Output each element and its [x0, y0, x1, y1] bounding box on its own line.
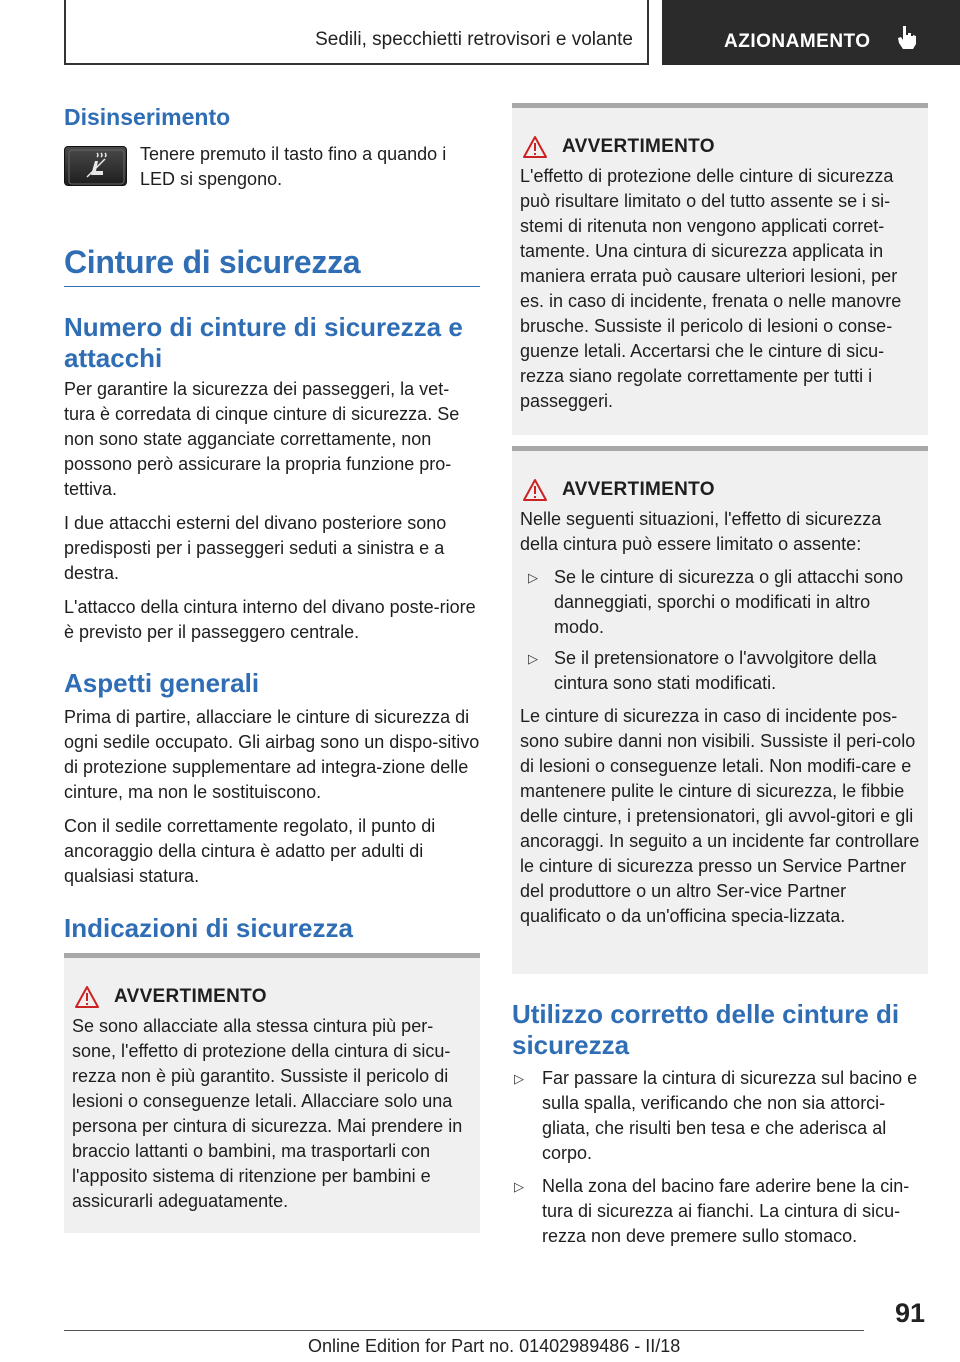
list-item [512, 1174, 928, 1249]
list-item [520, 646, 920, 696]
main-heading: Cinture di sicurezza [64, 244, 361, 280]
warning-intro: Nelle seguenti situazioni, l'effetto di sicurezza della cintura può essere limitato o assente: [520, 509, 882, 554]
list-item [512, 1066, 928, 1166]
section-heading-aspetti: Aspetti generali [64, 668, 260, 698]
warning-triangle-icon [74, 985, 100, 1009]
list-item-text: Nella zona del bacino fare aderire bene la cin-tura di sicurezza ai fianchi. La cintura di sicu-rezza non deve premere sullo stomaco. [542, 1176, 910, 1246]
section-label: AZIONAMENTO [724, 31, 871, 52]
heading-rule [64, 286, 480, 287]
paragraph: Per garantire la sicurezza dei passeggeri, la vet-tura è corredata di cinque cinture di sicurezza. Se non sono state agganciate correttamente, non possono però assicurare la propria funzione pro-tettiva. [64, 379, 460, 499]
footer-rule [64, 1330, 864, 1331]
list-item-text: Far passare la cintura di sicurezza sul bacino e sulla spalla, verificando che non sia attorci-gliata, che risulti ben tesa e che aderisca al corpo. [542, 1068, 918, 1163]
paragraph: Prima di partire, allacciare le cinture di sicurezza di ogni sedile occupato. Gli airbag sono un dispo-sitivo di protezione supplementare ad integra-zione delle cinture, ma non le sostituiscono. [64, 707, 480, 802]
paragraph: L'attacco della cintura interno del divano poste-riore è previsto per il passeggero centrale. [64, 597, 476, 642]
warning-text: L'effetto di protezione delle cinture di sicurezza può risultare limitato o del tutto assente se i si-stemi di ritenuta non vengono applicati corret-tamente. Una cintura di sicurezza applicata in maniera errata può causare ulteriori lesioni, per es. in caso di incidente, frenata o nelle manovre brusche. Sussiste il pericolo di lesioni o conse-guenze letali. Accertarsi che le cinture di sicu-rezza siano regolate correttamente per tutti i passeggeri. [520, 166, 902, 411]
footer-edition: Online Edition for Part no. 01402989486 - II/18 [308, 1336, 681, 1356]
warning-outro: Le cinture di sicurezza in caso di incidente pos-sono subire danni non visibili. Sussiste il peri-colo di lesioni o conseguenze letali. Non modifi-care e mantenere pulite le cinture di sicurezza, le fibbie delle cinture, i pretensionatori, gli avvol-gitori e gli ancoraggi. In seguito a un incidente far controllare le cinture di sicurezza presso un Service Partner del produttore o un altro Ser-vice Partner qualificato o da un'officina specia-lizzata. [520, 706, 920, 926]
warning-box [512, 103, 928, 435]
bullet-triangle-icon: ▷ [514, 1071, 524, 1086]
hand-pointer-icon [894, 24, 920, 50]
list-item [520, 565, 920, 640]
section-heading-numero: Numero di cinture di sicurezza e attacchi [64, 312, 463, 373]
disinserimento-heading: Disinserimento [64, 104, 231, 130]
bullet-triangle-icon: ▷ [528, 651, 538, 666]
warning-box [64, 953, 480, 1233]
section-heading-utilizzo: Utilizzo corretto delle cinture di sicurezza [512, 999, 900, 1060]
disinserimento-text: Tenere premuto il tasto fino a quando i LED si spengono. [140, 144, 447, 189]
section-heading-indicazioni: Indicazioni di sicurezza [64, 913, 353, 943]
paragraph: Con il sedile correttamente regolato, il punto di ancoraggio della cintura è adatto per adulti di qualsiasi statura. [64, 816, 436, 886]
warning-bullet-list [512, 557, 928, 696]
header-section-box [662, 0, 960, 65]
warning-text: Se sono allacciate alla stessa cintura più per-sone, l'effetto di protezione della cintura di sicu-rezza non è più garantito. Sussiste il pericolo di lesioni o conseguenze letali. Allacciare solo una persona per cintura di sicurezza. Mai prendere in braccio lattanti o bambini, ma trasportarli con l'apposito sistema di ritenzione per bambini e assicurarli adeguatamente. [72, 1016, 463, 1211]
warning-triangle-icon [522, 135, 548, 159]
paragraph: I due attacchi esterni del divano posteriore sono predisposti per i passeggeri seduti a sinistra e a destra. [64, 513, 447, 583]
warning-box [512, 446, 928, 974]
bullet-triangle-icon: ▷ [528, 570, 538, 585]
bullet-triangle-icon: ▷ [514, 1179, 524, 1194]
warning-triangle-icon [522, 478, 548, 502]
warning-title: AVVERTIMENTO [562, 136, 715, 157]
chapter-title: Sedili, specchietti retrovisori e volante [315, 29, 633, 50]
seat-heating-button-icon [64, 146, 127, 186]
list-item-text: Se il pretensionatore o l'avvolgitore della cintura sono stati modificati. [554, 648, 877, 693]
warning-title: AVVERTIMENTO [562, 479, 715, 500]
warning-title: AVVERTIMENTO [114, 986, 267, 1007]
page-number: 91 [894, 1298, 925, 1328]
list-item-text: Se le cinture di sicurezza o gli attacchi sono danneggiati, sporchi o modificati in altro modo. [554, 567, 904, 637]
header-chapter-box [64, 0, 649, 65]
usage-bullet-list [512, 1066, 928, 1249]
